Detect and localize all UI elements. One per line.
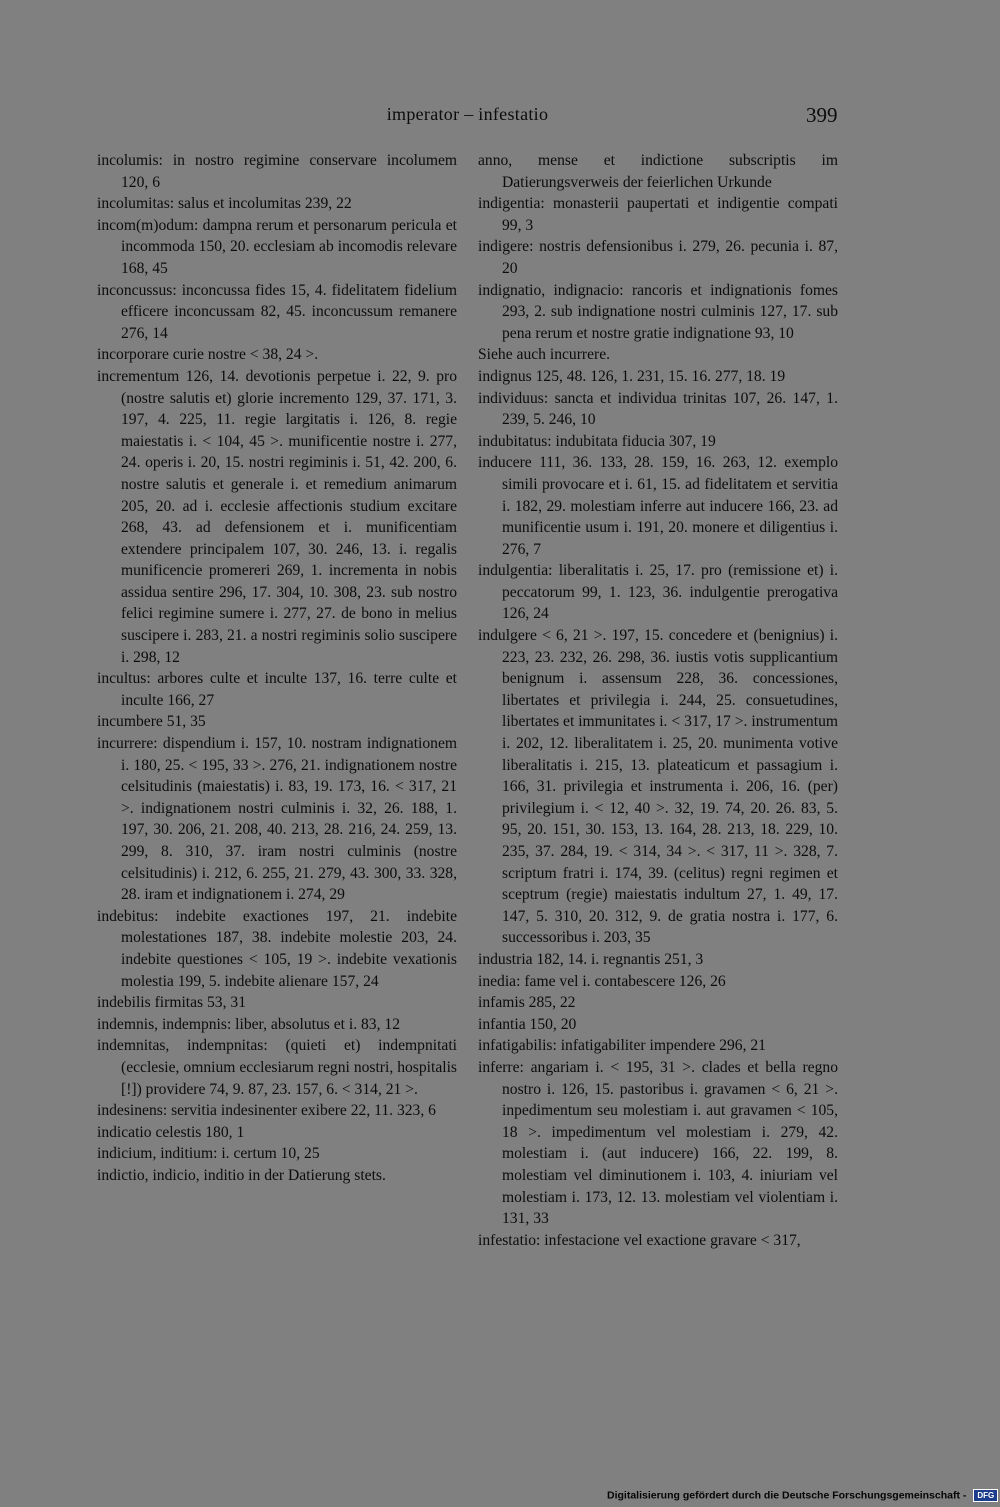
index-entry: indignus 125, 48. 126, 1. 231, 15. 16. 277, 18. 19 bbox=[478, 367, 786, 385]
index-entry: inedia: fame vel i. contabescere 126, 26 bbox=[478, 972, 726, 990]
index-entry: indignatio, indignacio: rancoris et indignationis fomes 293, 2. sub indignatione nostri culminis 127, 17. sub pena rerum et nostre gratie indignatione 93, 10 bbox=[478, 281, 838, 342]
index-entry: anno, mense et indictione subscriptis im Datierungsverweis der feierlichen Urkunde bbox=[478, 152, 838, 191]
footer-credit bbox=[607, 1489, 998, 1502]
index-entry: incolumitas: salus et incolumitas 239, 22 bbox=[97, 195, 352, 213]
index-entry: Siehe auch incurrere. bbox=[478, 346, 611, 364]
index-entry: incurrere: dispendium i. 157, 10. nostram indignationem i. 180, 25. < 195, 33 >. 276, 21. indignationem nostre celsitudinis (maiestatis) i. 83, 19. 173, 16. < 317, 21 >. indignationem nostri culminis i. 32, 26. 188, 1. 197, 30. 206, 21. 208, 40. 213, 28. 216, 24. 259, 13. 299, 8. 310, 37. iram nostri culminis (nostre celsitudinis) i. 212, 6. 255, 21. 279, 43. 300, 33. 328, 28. iram et indignationem i. 274, 29 bbox=[97, 735, 457, 904]
index-entry: indigere: nostris defensionibus i. 279, 26. pecunia i. 87, 20 bbox=[478, 238, 838, 277]
index-entry: indebilis firmitas 53, 31 bbox=[97, 994, 246, 1012]
index-entry: inferre: angariam i. < 195, 31 >. clades et bella regno nostro i. 126, 15. pastoribus i. gravamen < 6, 21 >. inpedimentum seu molestiam i. aut gravamen < 105, 18 >. impedimentum vel molestiam i. 279, 42. molestiam i. (aut inducere) 166, 22. 199, 8. molestiam vel diminutionem i. 103, 4. iniuriam vel molestiam i. 173, 12. 13. molestiam vel violentiam i. 131, 33 bbox=[478, 1058, 838, 1228]
index-entry: inconcussus: inconcussa fides 15, 4. fidelitatem fidelium efficere inconcussam 82, 45. inconcussum remanere 276, 14 bbox=[97, 281, 457, 342]
index-entry: industria 182, 14. i. regnantis 251, 3 bbox=[478, 950, 704, 968]
index-entry: incom(m)odum: dampna rerum et personarum pericula et incommoda 150, 20. ecclesiam ab incomodis relevare 168, 45 bbox=[97, 216, 457, 277]
index-entry: incrementum 126, 14. devotionis perpetue i. 22, 9. pro (nostre salutis et) glorie incremento 129, 37. 171, 3. 197, 4. 225, 11. regie largitatis i. 126, 8. regie maiestatis i. < 104, 45 >. munificentie nostre i. 277, 24. operis i. 20, 15. nostri regiminis i. 51, 42. 200, 6. nostre salutis et generale i. et remedium animarum 205, 20. ad i. ecclesie affectionis studium excitare 268, 43. ad defensionem et i. munificentiam extendere principalem 107, 30. 246, 13. i. regalis munificencie promereri 269, 1. incrementa in nobis assidua sentire 296, 17. 304, 10. 308, 23. sub nostro felici regimine sumere i. 277, 27. de bono in melius suscipere i. 283, 21. a nostri regiminis solio suscipere i. 298, 12 bbox=[97, 367, 457, 666]
left-column bbox=[97, 150, 457, 1187]
index-entry: indulgere < 6, 21 >. 197, 15. concedere et (benignius) i. 223, 23. 232, 26. 298, 36. iustis votis supplicantium benignum i. assensum 228, 36. concessiones, libertates et privilegia i. 244, 25. consuetudines, libertates et immunitates i. < 317, 17 >. instrumentum i. 202, 12. liberalitatem i. 25, 20. munimenta votive liberalitatis i. 215, 13. plateaticum et passagium i. 166, 31. privilegia et instrumenta i. 206, 16. (per) privilegium i. < 12, 40 >. 32, 19. 74, 20. 26. 83, 5. 95, 20. 151, 30. 153, 13. 164, 28. 213, 18. 229, 10. 235, 37. 284, 19. < 314, 34 >. < 317, 11 >. 328, 7. scriptum fratri i. 174, 39. (celitus) regni regimen et sceptrum (regie) maiestatis indultum 27, 1. 49, 17. 147, 5. 310, 20. 312, 9. de gratia nostra i. 177, 6. successoribus i. 203, 35 bbox=[478, 627, 838, 947]
footer-text: Digitalisierung gefördert durch die Deutsche Forschungsgemeinschaft - bbox=[607, 1489, 967, 1502]
index-entry: indulgentia: liberalitatis i. 25, 17. pro (remissione et) i. peccatorum 99, 1. 123, 36. indulgentie prerogativa 126, 24 bbox=[478, 562, 838, 623]
index-entry: incumbere 51, 35 bbox=[97, 713, 206, 731]
index-entry: indemnis, indempnis: liber, absolutus et i. 83, 12 bbox=[97, 1015, 400, 1033]
index-entry: inducere 111, 36. 133, 28. 159, 16. 263, 12. exemplo simili provocare et i. 61, 15. ad fidelitatem et servitia i. 182, 29. molestiam inferre aut inducere 166, 23. ad munificentie usum i. 191, 20. monere et diligentius i. 276, 7 bbox=[478, 454, 838, 558]
page-number: 399 bbox=[806, 103, 838, 127]
index-entry: infamis 285, 22 bbox=[478, 994, 576, 1012]
dfg-logo: DFG bbox=[973, 1489, 998, 1502]
index-entry: individuus: sancta et individua trinitas 107, 26. 147, 1. 239, 5. 246, 10 bbox=[478, 389, 838, 429]
index-entry: infatigabilis: infatigabiliter impendere 296, 21 bbox=[478, 1037, 766, 1055]
running-header-title: imperator – infestatio bbox=[386, 104, 549, 124]
index-entry: indebitus: indebite exactiones 197, 21. indebite molestationes 187, 38. indebite molestie 203, 24. indebite questiones < 105, 19 >. indebite vexationis molestia 199, 5. indebite alienare 157, 24 bbox=[97, 907, 457, 990]
index-entry: indigentia: monasterii paupertati et indigentie compati 99, 3 bbox=[478, 195, 838, 234]
index-entry: incultus: arbores culte et inculte 137, 16. terre culte et inculte 166, 27 bbox=[97, 670, 457, 709]
right-column bbox=[478, 150, 838, 1251]
index-entry: indictio, indicio, inditio in der Datierung stets. bbox=[97, 1166, 386, 1184]
index-entry: infantia 150, 20 bbox=[478, 1015, 577, 1033]
index-entry: incorporare curie nostre < 38, 24 >. bbox=[97, 346, 319, 364]
index-entry: infestatio: infestacione vel exactione gravare < 317, bbox=[478, 1231, 801, 1249]
index-entry: indubitatus: indubitata fiducia 307, 19 bbox=[478, 432, 716, 450]
index-entry: indicium, inditium: i. certum 10, 25 bbox=[97, 1145, 320, 1163]
index-entry: incolumis: in nostro regimine conservare incolumem 120, 6 bbox=[97, 152, 457, 191]
index-entry: indicatio celestis 180, 1 bbox=[97, 1123, 245, 1141]
index-entry: indemnitas, indempnitas: (quieti et) indempnitati (ecclesie, omnium ecclesiarum regni nostri, hospitalis [!]) providere 74, 9. 87, 23. 157, 6. < 314, 21 >. bbox=[97, 1037, 457, 1098]
index-entry: indesinens: servitia indesinenter exibere 22, 11. 323, 6 bbox=[97, 1102, 436, 1120]
